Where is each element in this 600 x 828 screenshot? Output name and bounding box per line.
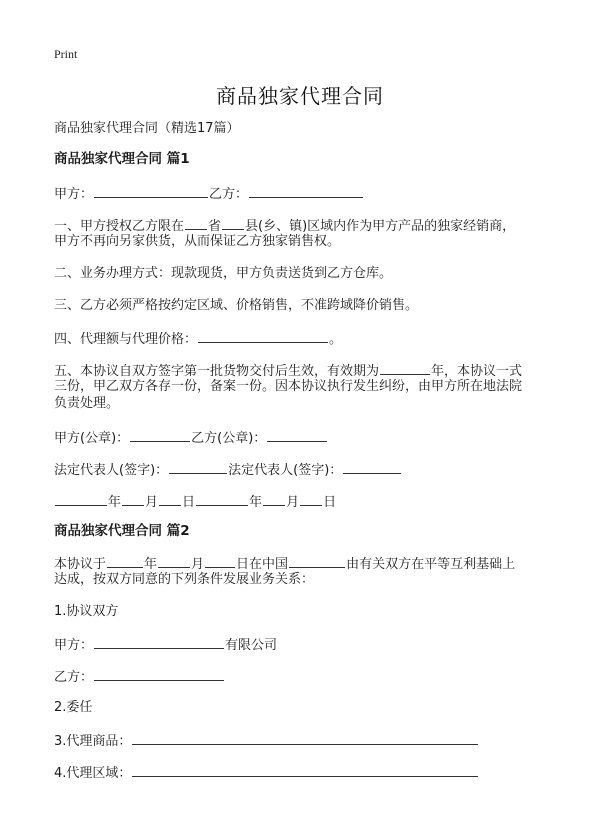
year-a-blank[interactable] — [55, 492, 107, 506]
item-2: 2.委任 — [54, 700, 93, 715]
year-b-label: 年 — [249, 495, 263, 510]
clause-1-text-a: 一、甲方授权乙方限在 — [54, 219, 185, 234]
intro-text-b: 由有关双方在平等互利基础上 — [346, 557, 516, 572]
intro-day-label: 日在中国 — [236, 557, 289, 572]
clause-4-end: 。 — [329, 332, 343, 347]
seal-a-label: 甲方(公章)： — [54, 431, 130, 446]
month-a-blank[interactable] — [122, 492, 144, 506]
section2-party-b — [54, 667, 225, 686]
item-1: 1.协议双方 — [54, 604, 119, 619]
print-label[interactable]: Print — [54, 47, 78, 61]
clause-5-line3: 负责处理。 — [54, 396, 120, 411]
intro-year-blank[interactable] — [107, 554, 143, 568]
year-b-blank[interactable] — [196, 492, 248, 506]
seal-b-label: 乙方(公章)： — [191, 431, 267, 446]
clause-4-label: 四、代理额与代理价格： — [54, 332, 198, 347]
clause-1-line2: 甲方不再向另家供货，从而保证乙方独家销售权。 — [54, 234, 341, 249]
province-blank[interactable] — [185, 216, 207, 230]
party-b-blank[interactable] — [249, 184, 363, 198]
section2-heading: 商品独家代理合同 篇2 — [54, 523, 190, 539]
clause-5-text-b: 年，本协议一式 — [431, 364, 523, 379]
clause-2: 二、业务办理方式：现款现货，甲方负责送货到乙方仓库。 — [54, 266, 393, 281]
intro-place-blank[interactable] — [289, 554, 345, 568]
date-row — [54, 492, 336, 511]
day-b-label: 日 — [323, 495, 337, 510]
party-b-label: 乙方： — [209, 187, 249, 202]
rep-a-label: 法定代表人(签字)： — [54, 463, 169, 478]
intro-month-blank[interactable] — [158, 554, 190, 568]
clause-3: 三、乙方必须严格按约定区域、价格销售，不准跨域降价销售。 — [54, 298, 419, 313]
representative-row — [54, 460, 402, 479]
clause-1-text-b: 省 — [208, 219, 222, 234]
section1-heading: 商品独家代理合同 篇1 — [54, 151, 190, 167]
section2-party-b-blank[interactable] — [94, 667, 224, 681]
rep-b-blank[interactable] — [343, 460, 401, 474]
intro-day-blank[interactable] — [205, 554, 235, 568]
clause-5-text-a: 五、本协议自双方签字第一批货物交付后生效，有效期为 — [54, 364, 380, 379]
rep-b-label: 法定代表人(签字)： — [228, 463, 343, 478]
seal-row — [54, 428, 328, 447]
section2-intro-line2: 达成，按双方同意的下列条件发展业务关系： — [54, 572, 315, 587]
day-a-blank[interactable] — [159, 492, 181, 506]
seal-b-blank[interactable] — [267, 428, 327, 442]
month-b-blank[interactable] — [263, 492, 285, 506]
section1-parties — [54, 184, 364, 203]
item-4 — [54, 763, 479, 782]
agency-price-blank[interactable] — [198, 329, 328, 343]
validity-years-blank[interactable] — [380, 361, 430, 375]
clause-4 — [54, 329, 342, 348]
section2-party-b-label: 乙方： — [54, 670, 94, 685]
rep-a-blank[interactable] — [169, 460, 227, 474]
year-a-label: 年 — [108, 495, 122, 510]
county-blank[interactable] — [222, 216, 244, 230]
section2-party-a — [54, 635, 277, 654]
document-title: 商品独家代理合同 — [216, 84, 384, 108]
day-a-label: 日 — [182, 495, 196, 510]
company-suffix: 有限公司 — [225, 638, 278, 653]
agency-goods-blank[interactable] — [132, 731, 478, 745]
section2-party-a-blank[interactable] — [94, 635, 224, 649]
intro-month-label: 月 — [191, 557, 205, 572]
item-3 — [54, 731, 479, 750]
agency-region-blank[interactable] — [132, 763, 478, 777]
clause-1-text-c: 县(乡、镇)区域内作为甲方产品的独家经销商， — [245, 219, 516, 234]
item-4-label: 4.代理区域： — [54, 766, 132, 781]
party-a-blank[interactable] — [94, 184, 208, 198]
section2-party-a-label: 甲方： — [54, 638, 94, 653]
intro-year-label: 年 — [144, 557, 158, 572]
month-b-label: 月 — [286, 495, 300, 510]
document-subtitle: 商品独家代理合同（精选17篇） — [54, 121, 240, 136]
day-b-blank[interactable] — [300, 492, 322, 506]
seal-a-blank[interactable] — [130, 428, 190, 442]
item-3-label: 3.代理商品： — [54, 734, 132, 749]
clause-5-line2: 三份，甲乙双方各存一份，备案一份。因本协议执行发生纠纷，由甲方所在地法院 — [54, 379, 523, 394]
intro-text-a: 本协议于 — [54, 557, 107, 572]
party-a-label: 甲方： — [54, 187, 94, 202]
month-a-label: 月 — [145, 495, 159, 510]
